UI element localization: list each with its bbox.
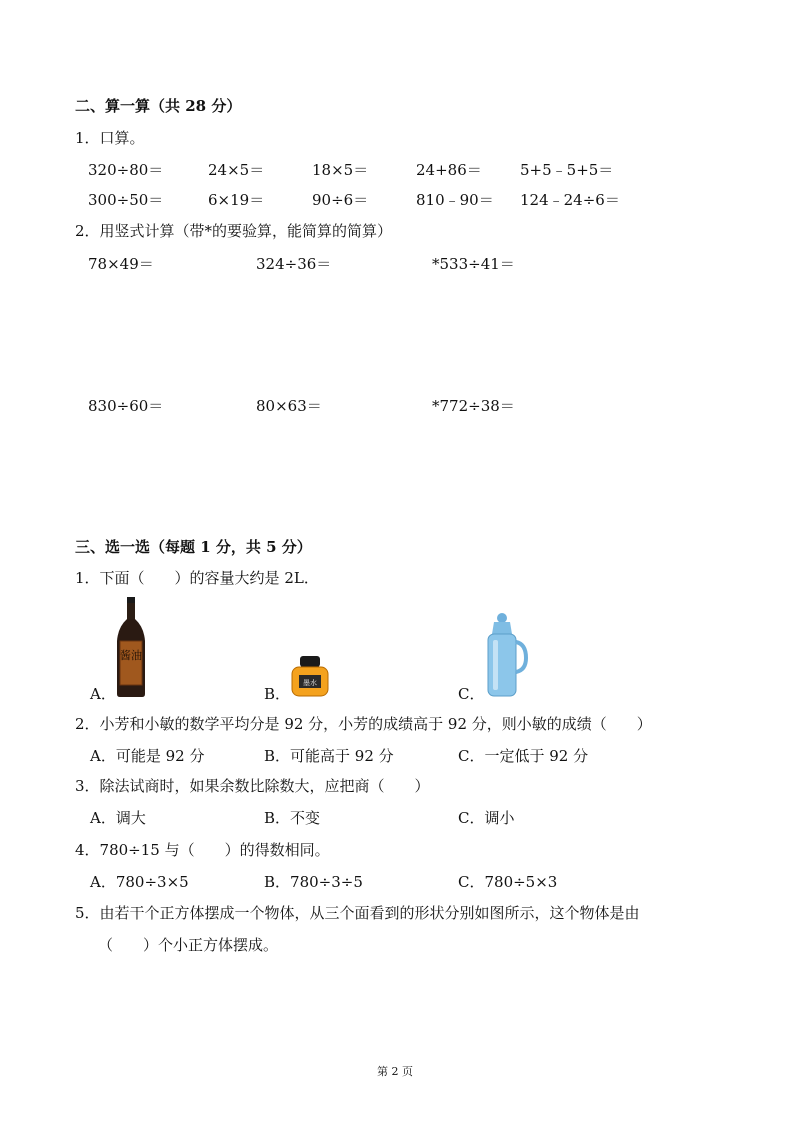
mc-q1-option-b: B． <box>264 685 291 703</box>
mc-q2-option-b: B．可能高于 92 分 <box>264 747 394 765</box>
mc-q2-stem: 2．小芳和小敏的数学平均分是 92 分，小芳的成绩高于 92 分，则小敏的成绩（ ） <box>75 715 652 733</box>
mc-q3-option-c: C．调小 <box>458 809 515 827</box>
oral-calc-item: 124﹣24÷6＝ <box>520 191 620 209</box>
oral-calc-item: 320÷80＝ <box>88 161 164 179</box>
mc-q4-option-a: A．780÷3×5 <box>90 873 189 891</box>
oral-calc-item: 300÷50＝ <box>88 191 164 209</box>
vertical-calc-item: *533÷41＝ <box>432 255 515 273</box>
vertical-calc-item: 78×49＝ <box>88 255 154 273</box>
mc-q2-option-a: A．可能是 92 分 <box>90 747 205 765</box>
mc-q1-option-c: C． <box>458 685 485 703</box>
mc-q5-stem-line1: 5．由若干个正方体摆成一个物体，从三个面看到的形状分别如图所示，这个物体是由 <box>75 904 640 922</box>
oral-calc-item: 90÷6＝ <box>312 191 369 209</box>
mc-q4-option-c: C．780÷5×3 <box>458 873 558 891</box>
mc-q3-option-a: A．调大 <box>90 809 146 827</box>
q1-label: 1．口算。 <box>75 129 145 147</box>
mc-q4-stem: 4．780÷15 与（ ）的得数相同。 <box>75 841 330 859</box>
soy-sauce-bottle-icon <box>114 597 148 701</box>
section-3-heading: 三、选一选（每题 1 分，共 5 分） <box>75 538 312 556</box>
mc-q1-option-a: A． <box>90 685 116 703</box>
mc-q2-option-c: C．一定低于 92 分 <box>458 747 589 765</box>
oral-calc-item: 810﹣90＝ <box>416 191 494 209</box>
oral-calc-item: 24+86＝ <box>416 161 482 179</box>
vertical-calc-item: 324÷36＝ <box>256 255 332 273</box>
mc-q1-stem: 1．下面（ ）的容量大约是 2L． <box>75 569 319 587</box>
vertical-calc-item: 80×63＝ <box>256 397 322 415</box>
vertical-calc-item: *772÷38＝ <box>432 397 515 415</box>
section-2-heading: 二、算一算（共 28 分） <box>75 97 242 115</box>
page-number: 第 2 页 <box>377 1065 413 1078</box>
ink-jar-icon <box>289 654 331 702</box>
mc-q4-option-b: B．780÷3÷5 <box>264 873 363 891</box>
bottle-label-text: 酱油 <box>120 649 142 662</box>
vertical-calc-item: 830÷60＝ <box>88 397 164 415</box>
mc-q5-stem-line2: （ ）个小正方体摆成。 <box>98 936 279 954</box>
oral-calc-item: 6×19＝ <box>208 191 265 209</box>
oral-calc-item: 24×5＝ <box>208 161 265 179</box>
mc-q3-option-b: B．不变 <box>264 809 321 827</box>
q2-label: 2．用竖式计算（带*的要验算，能简算的简算） <box>75 222 393 240</box>
thermos-icon <box>480 612 528 702</box>
oral-calc-item: 18×5＝ <box>312 161 369 179</box>
oral-calc-item: 5+5﹣5+5＝ <box>520 161 614 179</box>
jar-label-text: 墨水 <box>303 679 317 687</box>
mc-q3-stem: 3．除法试商时，如果余数比除数大，应把商（ ） <box>75 777 430 795</box>
